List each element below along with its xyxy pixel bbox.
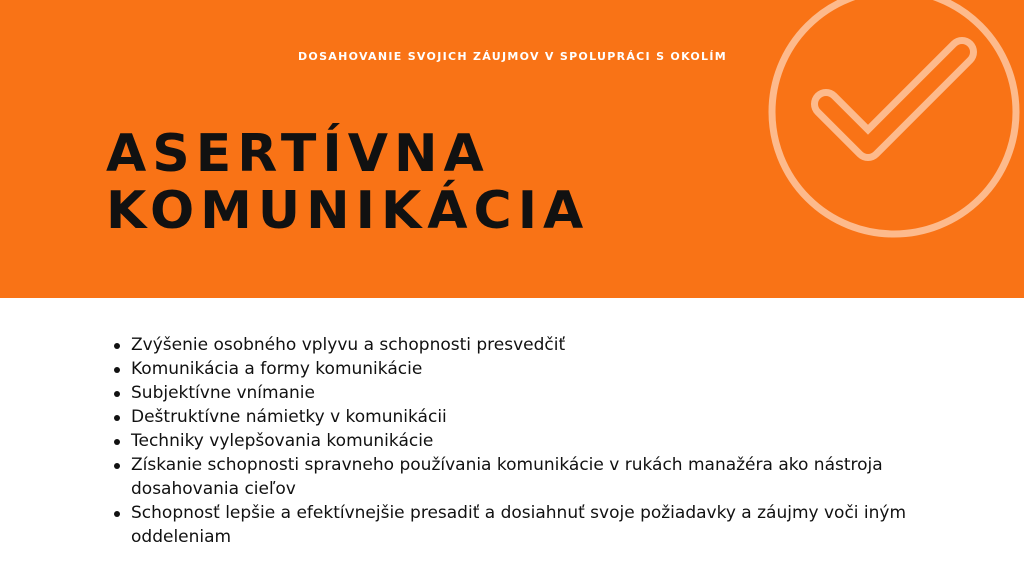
list-item: Deštruktívne námietky v komunikácii [111, 405, 931, 429]
page-title [106, 126, 589, 240]
list-item: Získanie schopnosti spravneho používania komunikácie v rukách manažéra ako nástroja dosahovania cieľov [111, 453, 931, 501]
title-line-2: KOMUNIKÁCIA [106, 181, 590, 241]
check-circle-icon [764, 0, 1024, 242]
list-item: Zvýšenie osobného vplyvu a schopnosti presvedčiť [111, 333, 931, 357]
list-item: Techniky vylepšovania komunikácie [111, 429, 931, 453]
list-item: Schopnosť lepšie a efektívnejšie presadiť a dosiahnuť svoje požiadavky a záujmy voči iným oddeleniam [111, 501, 931, 549]
topic-list [111, 333, 931, 549]
title-line-1: ASERTÍVNA [106, 124, 490, 184]
list-item: Komunikácia a formy komunikácie [111, 357, 931, 381]
list-item: Subjektívne vnímanie [111, 381, 931, 405]
header-subtitle: DOSAHOVANIE SVOJICH ZÁUJMOV V SPOLUPRÁCI S OKOLÍM [298, 50, 728, 63]
